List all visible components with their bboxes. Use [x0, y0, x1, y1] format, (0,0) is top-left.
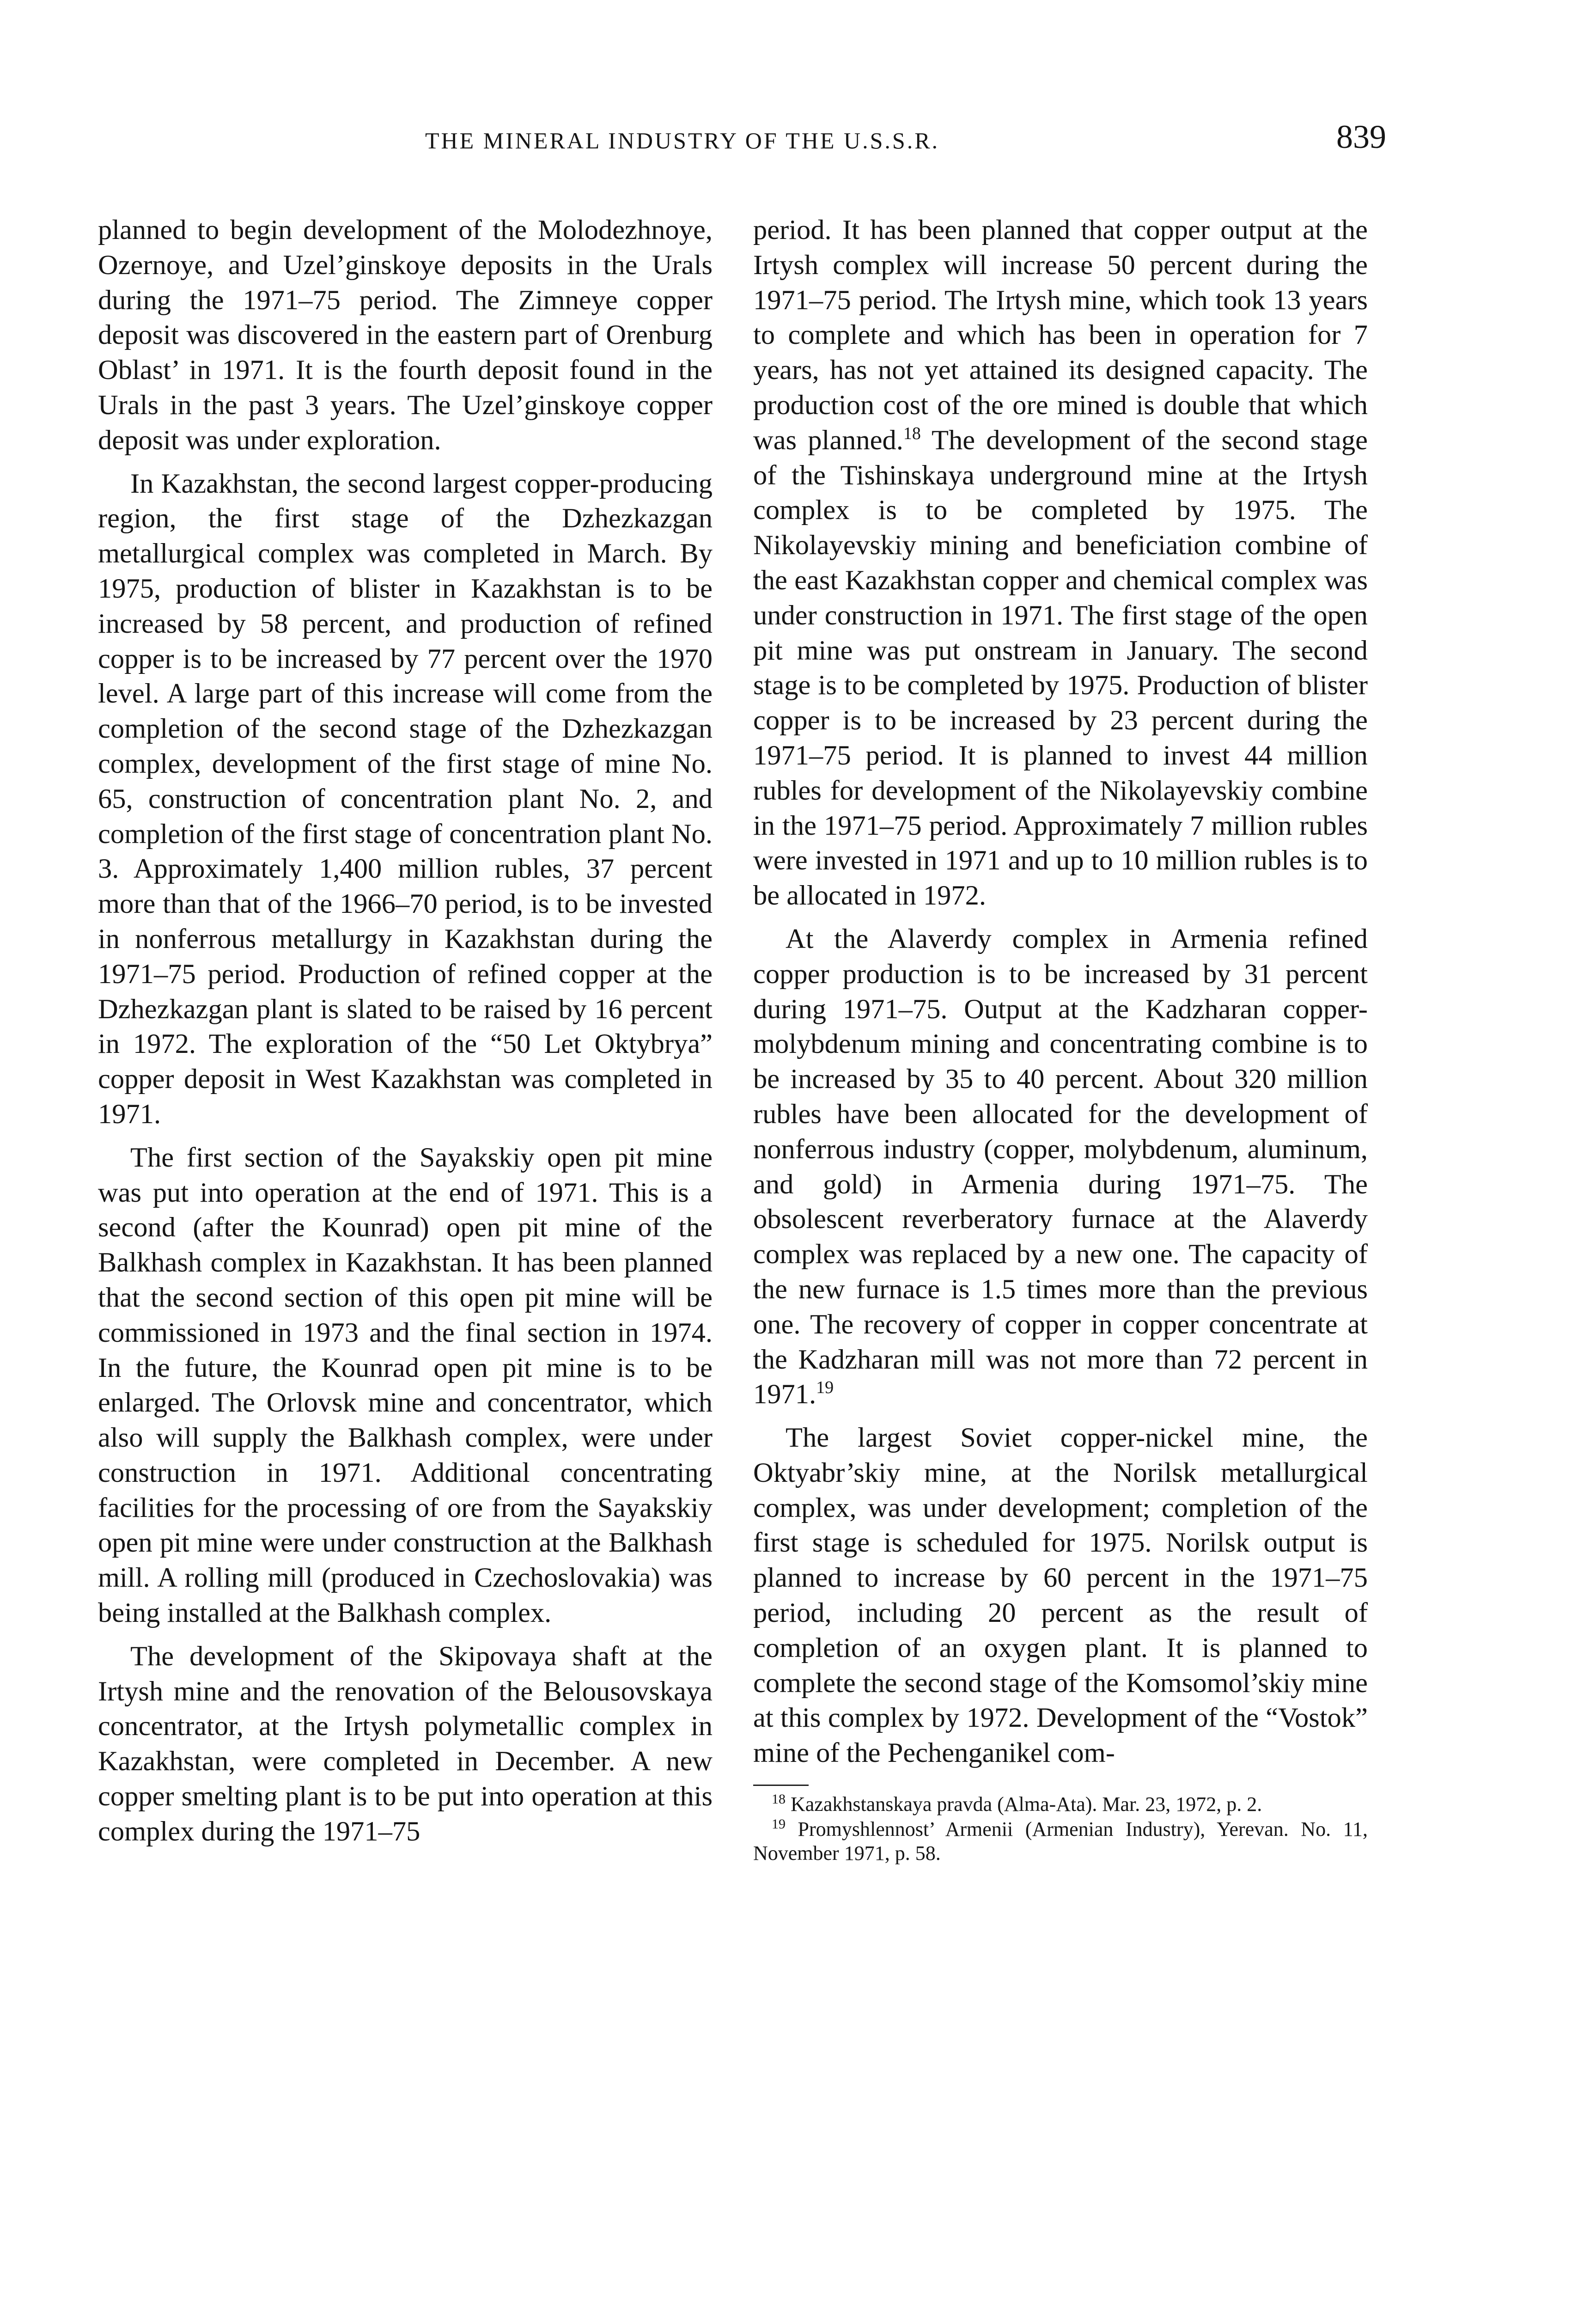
running-title: THE MINERAL INDUSTRY OF THE U.S.S.R. — [425, 128, 940, 153]
paragraph-text: The development of the second stage of the Tishinskaya underground mine at the Irtysh complex is to be completed by 1975. The Nikolayevskiy mining and beneficiation combine of the east Kazakhstan copper and chemical complex was under construction in 1971. The first stage of the open pit mine was put onstream in January. The second stage is to be completed by 1975. Production of blister copper is to be increased by 23 percent during the 1971–75 period. It is planned to invest 44 million rubles for development of the Nikolayevskiy combine in the 1971–75 period. Approximately 7 million rubles were invested in 1971 and up to 10 million rubles is to be allocated in 1972. — [753, 424, 1368, 911]
footnote-ref: 18 — [903, 423, 921, 443]
paragraph-text: At the Alaverdy complex in Armenia refined copper production is to be increased by 31 percent during 1971–75. Output at the Kadzharan copper-molybdenum mining and concentrating combine is to be increased by 35 to 40 percent. About 320 million rubles have been allocated for the development of nonferrous industry (copper, molybdenum, aluminum, and gold) in Armenia during 1971–75. The obsolescent reverberatory furnace at the Alaverdy complex was replaced by a new one. The capacity of the new furnace is 1.5 times more than the previous one. The recovery of copper in copper concentrate at the Kadzharan mill was not more than 72 percent in 1971. — [753, 923, 1368, 1410]
running-header — [102, 118, 1386, 159]
footnote-text: Kazakhstanskaya pravda (Alma-Ata). Mar. 23, 1972, p. 2. — [786, 1793, 1262, 1816]
paragraph — [753, 213, 1368, 913]
paragraph: In Kazakhstan, the second largest copper-producing region, the first stage of the Dzhezkazgan metallurgical complex was completed in March. By 1975, production of blister in Kazakhstan is to be increased by 58 percent, and production of refined copper is to be increased by 77 percent over the 1970 level. A large part of this increase will come from the completion of the second stage of the Dzhezkazgan complex, development of the first stage of mine No. 65, construction of concentration plant No. 2, and completion of the first stage of concentration plant No. 3. Approximately 1,400 million rubles, 37 percent more than that of the 1966–70 period, is to be invested in nonferrous metallurgy in Kazakhstan during the 1971–75 period. Production of refined copper at the Dzhezkazgan plant is slated to be raised by 16 percent in 1972. The exploration of the “50 Let Oktybrya” copper deposit in West Kazakhstan was completed in 1971. — [98, 468, 713, 1130]
paragraph — [753, 922, 1368, 1412]
footnote — [753, 1817, 1368, 1865]
footnote-divider — [753, 1785, 809, 1786]
paragraph: The first section of the Sayakskiy open pit mine was put into operation at the end of 1971. This is a second (after the Kounrad) open pit mine of the Balkhash complex in Kazakhstan. It has been planned that the second section of this open pit mine will be commissioned in 1973 and the final section in 1974. In the future, the Kounrad open pit mine is to be enlarged. The Orlovsk mine and concentrator, which also will supply the Balkhash complex, were under construction in 1971. Additional concentrating facilities for the processing of ore from the Sayakskiy open pit mine were under construction at the Balkhash mill. A rolling mill (produced in Czechoslovakia) was being installed at the Balkhash complex. — [98, 1142, 713, 1629]
footnote — [753, 1792, 1368, 1816]
footnote-marker: 19 — [772, 1816, 786, 1832]
footnote-marker: 18 — [772, 1791, 786, 1807]
left-column — [98, 213, 713, 1858]
right-column — [753, 213, 1368, 1866]
page-number: 839 — [1336, 118, 1386, 155]
paragraph: The largest Soviet copper-nickel mine, the Oktyabr’skiy mine, at the Norilsk metallurgical complex, was under development; completion of the first stage is scheduled for 1975. Norilsk output is planned to increase by 60 percent in the 1971–75 period, including 20 percent as the result of completion of an oxygen plant. It is planned to complete the second stage of the Komsomol’skiy mine at this complex by 1972. Development of the “Vostok” mine of the Pechenganikel com- — [753, 1422, 1368, 1769]
paragraph-text: period. It has been planned that copper output at the Irtysh complex will increase 50 percent during the 1971–75 period. The Irtysh mine, which took 13 years to complete and which has been in operation for 7 years, has not yet attained its designed capacity. The production cost of the ore mined is double that which was planned. — [753, 214, 1368, 456]
footnote-text: Promyshlennost’ Armenii (Armenian Industry), Yerevan. No. 11, November 1971, p. 58. — [753, 1818, 1368, 1865]
paragraph: planned to begin development of the Molodezhnoye, Ozernoye, and Uzel’ginskoye deposits in the Urals during the 1971–75 period. The Zimneye copper deposit was discovered in the eastern part of Orenburg Oblast’ in 1971. It is the fourth deposit found in the Urals in the past 3 years. The Uzel’ginskoye copper deposit was under exploration. — [98, 214, 713, 456]
footnote-ref: 19 — [816, 1378, 834, 1398]
paragraph: The development of the Skipovaya shaft at the Irtysh mine and the renovation of the Belousovskaya concentrator, at the Irtysh polymetallic complex in Kazakhstan, were completed in December. A new copper smelting plant is to be put into operation at this complex during the 1971–75 — [98, 1640, 713, 1847]
